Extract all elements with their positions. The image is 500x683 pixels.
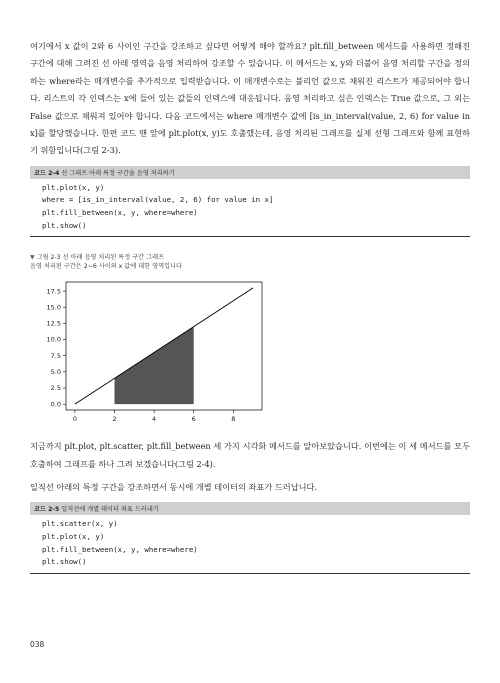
y-tick-label: 2.5: [50, 384, 61, 393]
figure-2-3-title: 선 아래 음영 처리된 특정 구간 그래프: [62, 254, 165, 262]
y-tick-label: 17.5: [46, 287, 61, 296]
code-2-5-title: 일직선에 개별 데이터 좌표 드러내기: [61, 506, 159, 514]
caption-triangle-icon: ▼: [30, 254, 35, 262]
paragraph-three-methods: 지금까지 plt.plot, plt.scatter, plt.fill_between 세 가지 시각화 메서드를 알아보았습니다. 이번에는 이 세 메서드를 모두 호출하여 그래프를 하나 그려 보겠습니다(그림 2-4).: [30, 441, 470, 469]
code-2-5-listing: plt.scatter(x, y) plt.plot(x, y) plt.fill_between(x, y, where=where) plt.show(): [30, 515, 470, 573]
x-tick-label: 6: [191, 415, 196, 424]
figure-2-3-subtitle: 음영 처리된 구간은 2~6 사이의 x 값에 대한 영역입니다: [30, 263, 182, 271]
paragraph-scatter-note: 일직선 아래의 특정 구간을 강조하면서 동시에 개별 데이터의 좌표가 드러납니다.: [30, 482, 318, 493]
x-tick-label: 0: [72, 415, 77, 424]
x-tick-label: 8: [231, 415, 236, 424]
code-2-5-header: [30, 502, 470, 515]
paragraph-fill-between-intro: 여기에서 x 값이 2와 6 사이인 구간을 강조하고 싶다면 어떻게 해야 할까요? plt.fill_between 메서드를 사용하면 정해진 구간에 대해 그려진 선 아래 영역을 음영 처리하여 강조할 수 있습니다. 이 메서드는 x, y와 더불어 음영 처리할 구간을 정의하는 where라는 매개변수를 추가적으로 입력받습니다. 이 매개변수로는 불리언 값으로 채워진 리스트가 제공되어야 합니다. 리스트의 각 인덱스는 x에 들어 있는 값들의 인덱스에 대응됩니다. 음영 처리하고 싶은 인덱스는 True 값으로, 그 외는 False 값으로 채워져 있어야 합니다. 다음 코드에서는 where 매개변수 값에 [is_in_interval(value, 2, 6) for value in x]를 할당했습니다. 한편 코드 맨 앞에 plt.plot(x, y)도 호출했는데, 음영 처리된 그래프를 실제 선형 그래프와 함께 표현하기 위함입니다(그림 2-3).: [30, 41, 470, 156]
figure-2-3-label: 그림 2-3: [36, 254, 61, 262]
figure-2-3-chart: [30, 274, 470, 424]
y-tick-label: 15.0: [46, 303, 61, 312]
code-2-4-listing: plt.plot(x, y) where = [is_in_interval(value, 2, 6) for value in x] plt.fill_between(x, y, where=where) plt.show(): [30, 179, 470, 237]
x-tick-label: 4: [152, 415, 157, 424]
y-tick-label: 7.5: [50, 352, 61, 361]
y-tick-label: 5.0: [50, 368, 61, 377]
page-content: [30, 38, 470, 574]
x-tick-label: 2: [112, 415, 117, 424]
figure-2-3-caption: [30, 253, 470, 271]
code-2-4-header: [30, 166, 470, 179]
code-2-5-label: 코드 2-5: [34, 506, 60, 514]
chart-svg: [30, 274, 470, 424]
y-tick-label: 10.0: [46, 335, 61, 344]
fill-between-area: [115, 327, 194, 405]
code-2-4-title: 선 그래프 아래 특정 구간을 음영 처리하기: [61, 169, 175, 177]
code-2-4-label: 코드 2-4: [34, 169, 60, 177]
page-number: 038: [30, 640, 45, 649]
y-tick-label: 12.5: [46, 319, 61, 328]
y-tick-label: 0.0: [50, 400, 61, 409]
